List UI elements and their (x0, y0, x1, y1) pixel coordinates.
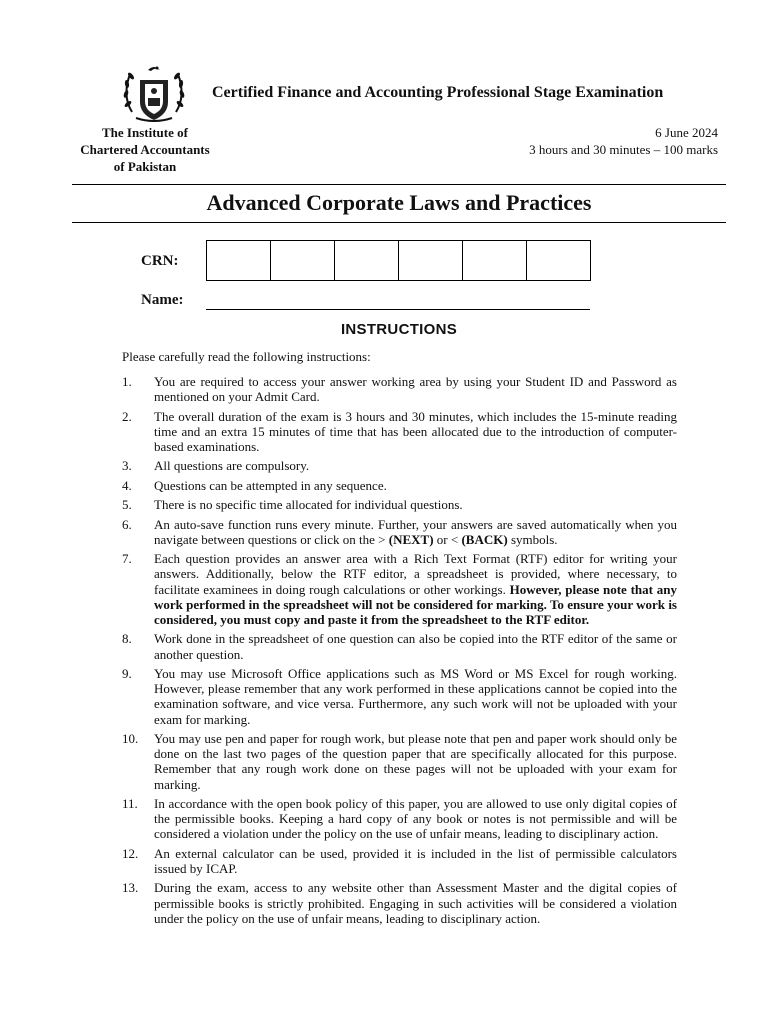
instruction-item (122, 846, 677, 876)
instruction-item (122, 374, 677, 404)
instruction-text: All questions are compulsory. (154, 458, 310, 474)
instruction-number: 6. (122, 516, 132, 532)
instruction-item (122, 880, 677, 926)
instruction-text: In accordance with the open book policy of this paper, you are allowed to use only digital copies of the permissible books. Keeping a hard copy of any book or notes is not permissible and will be considered a violation under the policy on the use of unfair means, leading to disciplinary action. (154, 795, 677, 842)
name-field[interactable] (206, 309, 590, 310)
institute-line: The Institute of (102, 125, 188, 140)
instruction-number: 9. (122, 665, 132, 681)
title-divider (72, 222, 726, 223)
paper-title: Advanced Corporate Laws and Practices (206, 190, 592, 215)
instruction-number: 8. (122, 631, 132, 647)
icap-crest-icon (118, 62, 190, 126)
instruction-text: During the exam, access to any website other than Assessment Master and the digital copies of permissible books is strictly prohibited. Engaging in such activities will be considered a violation under the policy on the use of unfair means, leading to disciplinary action. (154, 880, 677, 926)
instruction-text: An external calculator can be used, provided it is included in the list of permissible calculators issued by ICAP. (154, 845, 677, 876)
exam-duration: 3 hours and 30 minutes – 100 marks (529, 142, 718, 157)
instruction-text: symbols. (507, 531, 558, 547)
instruction-text-bold: (BACK) (461, 531, 508, 547)
name-label: Name: (141, 292, 184, 308)
header-divider (72, 184, 726, 185)
instruction-item (122, 631, 677, 661)
instruction-item (122, 409, 677, 455)
crn-digit-box[interactable] (335, 241, 399, 280)
institute-line: of Pakistan (113, 159, 177, 174)
instruction-text: There is no specific time allocated for individual questions. (154, 497, 463, 513)
instruction-text: You may use Microsoft Office applications such as MS Word or MS Excel for rough working. However, please remember that any work performed in these applications cannot be copied into the examination software, and vice versa. Furthermore, any such work will not be uploaded with your exam for marking. (154, 665, 677, 727)
instruction-text-bold: However, please note that any work performed in the spreadsheet will not be considered for marking. To ensure your work is considered, you must copy and paste it from the spreadsheet to the RTF editor. (154, 581, 677, 627)
instruction-text: Work done in the spreadsheet of one question can also be copied into the RTF editor of the same or another question. (154, 631, 677, 662)
instructions-intro: Please carefully read the following instructions: (122, 349, 371, 364)
instruction-text: Questions can be attempted in any sequence. (154, 477, 387, 493)
instruction-number: 2. (122, 408, 132, 424)
instruction-number: 4. (122, 477, 132, 493)
instruction-number: 3. (122, 458, 132, 474)
instruction-number: 10. (122, 730, 139, 746)
crn-digit-box[interactable] (463, 241, 527, 280)
crn-digit-box[interactable] (207, 241, 271, 280)
institute-name (70, 124, 220, 175)
crn-digit-box[interactable] (271, 241, 335, 280)
instruction-text: You are required to access your answer working area by using your Student ID and Password as mentioned on your Admit Card. (154, 374, 677, 405)
instruction-text: An auto-save function runs every minute. Further, your answers are saved automatically when you navigate between questions or click on the > (154, 516, 677, 547)
instruction-number: 11. (122, 795, 138, 811)
instruction-item (122, 551, 677, 627)
exam-title: Certified Finance and Accounting Professional Stage Examination (212, 84, 664, 101)
instruction-text: Each question provides an answer area with a Rich Text Format (RTF) editor for writing your answers. Additionally, below the RTF editor, a spreadsheet is provided, where necessary, to facilitate examinees in doing rough calculations or other workings. (154, 551, 677, 597)
crn-digit-box[interactable] (527, 241, 590, 280)
instruction-item (122, 731, 677, 792)
instruction-text: or < (433, 531, 462, 547)
instructions-list (122, 374, 677, 930)
instruction-text-bold: (NEXT) (388, 531, 434, 547)
instructions-heading: INSTRUCTIONS (340, 321, 458, 338)
instruction-item (122, 796, 677, 842)
instruction-number: 12. (122, 845, 139, 861)
crn-label: CRN: (141, 253, 179, 269)
exam-date: 6 June 2024 (655, 125, 718, 140)
instruction-number: 1. (122, 374, 132, 389)
instruction-item (122, 517, 677, 547)
instruction-number: 13. (122, 880, 139, 896)
instruction-item (122, 497, 677, 512)
instruction-text: You may use pen and paper for rough work, but please note that pen and paper work should only be done on the last two pages of the question paper that are specifically allocated for this purpose. Remember that any rough work done on these pages will not be uploaded with your exam for marking. (154, 730, 677, 792)
instruction-text: The overall duration of the exam is 3 hours and 30 minutes, which includes the 15-minute reading time and an extra 15 minutes of time that has been allocated due to the introduction of computer-based examinations. (154, 408, 677, 454)
exam-date-block (529, 124, 718, 158)
instruction-item (122, 458, 677, 473)
crn-boxes (206, 240, 591, 281)
instruction-number: 5. (122, 497, 132, 513)
instruction-item (122, 666, 677, 727)
crn-digit-box[interactable] (399, 241, 463, 280)
instruction-item (122, 478, 677, 493)
institute-line: Chartered Accountants (80, 142, 210, 157)
instruction-number: 7. (122, 551, 132, 567)
